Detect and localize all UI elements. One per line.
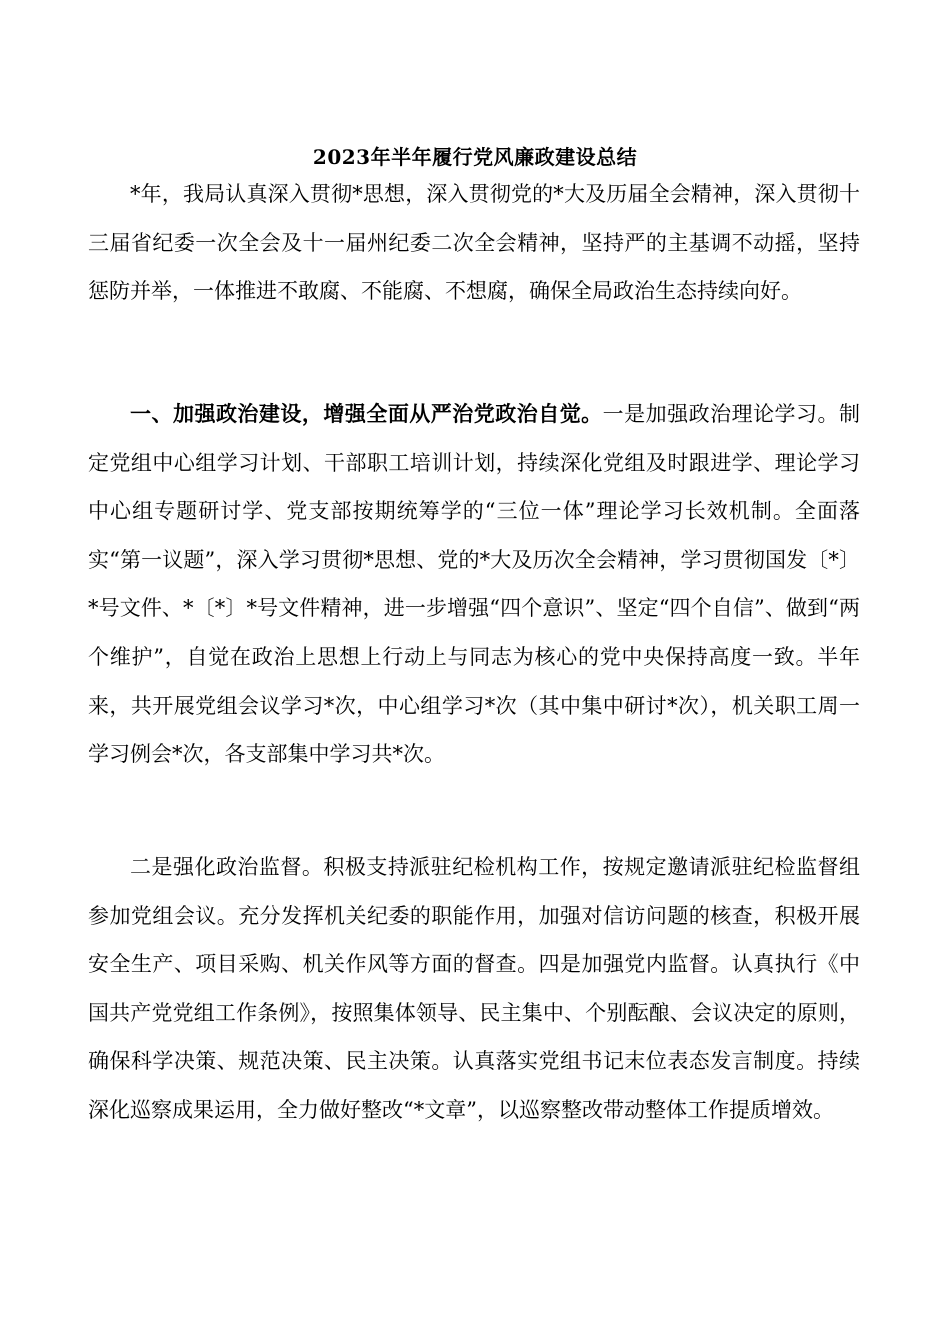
paragraph-text: 一是加强政治理论学习。制定党组中心组学习计划、干部职工培训计划，持续深化党组及时跟进学、理论学习中心组专题研讨学、党支部按期统筹学的“三位一体”理论学习长效机制。全面落实“第一议题”，深入学习贯彻*思想、党的*大及历次全会精神，学习贯彻国发〔*〕*号文件、*〔*〕*号文件精神，进一步增强“四个意识”、坚定“四个自信”、做到“两个维护”，自觉在政治上思想上行动上与同志为核心的党中央保持高度一致。半年来，共开展党组会议学习*次，中心组学习*次（其中集中研讨*次），机关职工周一学习例会*次，各支部集中学习共*次。 — [88, 402, 861, 767]
section-heading: 一、加强政治建设，增强全面从严治党政治自觉。 — [130, 401, 603, 426]
document-title: 2023年半年履行党风廉政建设总结 — [312, 145, 638, 169]
paragraph-political-building — [88, 390, 860, 779]
paragraph-text: 二是强化政治监督。积极支持派驻纪检机构工作，按规定邀请派驻纪检监督组参加党组会议。充分发挥机关纪委的职能作用，加强对信访问题的核查，积极开展安全生产、项目采购、机关作风等方面的督查。四是加强党内监督。认真执行《中国共产党党组工作条例》，按照集体领导、民主集中、个别酝酿、会议决定的原则，确保科学决策、规范决策、民主决策。认真落实党组书记末位表态发言制度。持续深化巡察成果运用，全力做好整改“*文章”，以巡察整改带动整体工作提质增效。 — [88, 855, 860, 1122]
paragraph-political-supervision — [88, 843, 860, 1135]
paragraph-intro — [88, 170, 860, 316]
paragraph-text: *年，我局认真深入贯彻*思想，深入贯彻党的*大及历届全会精神，深入贯彻十三届省纪委一次全会及十一届州纪委二次全会精神，坚持严的主基调不动摇，坚持惩防并举，一体推进不敢腐、不能腐、不想腐，确保全局政治生态持续向好。 — [88, 182, 860, 304]
